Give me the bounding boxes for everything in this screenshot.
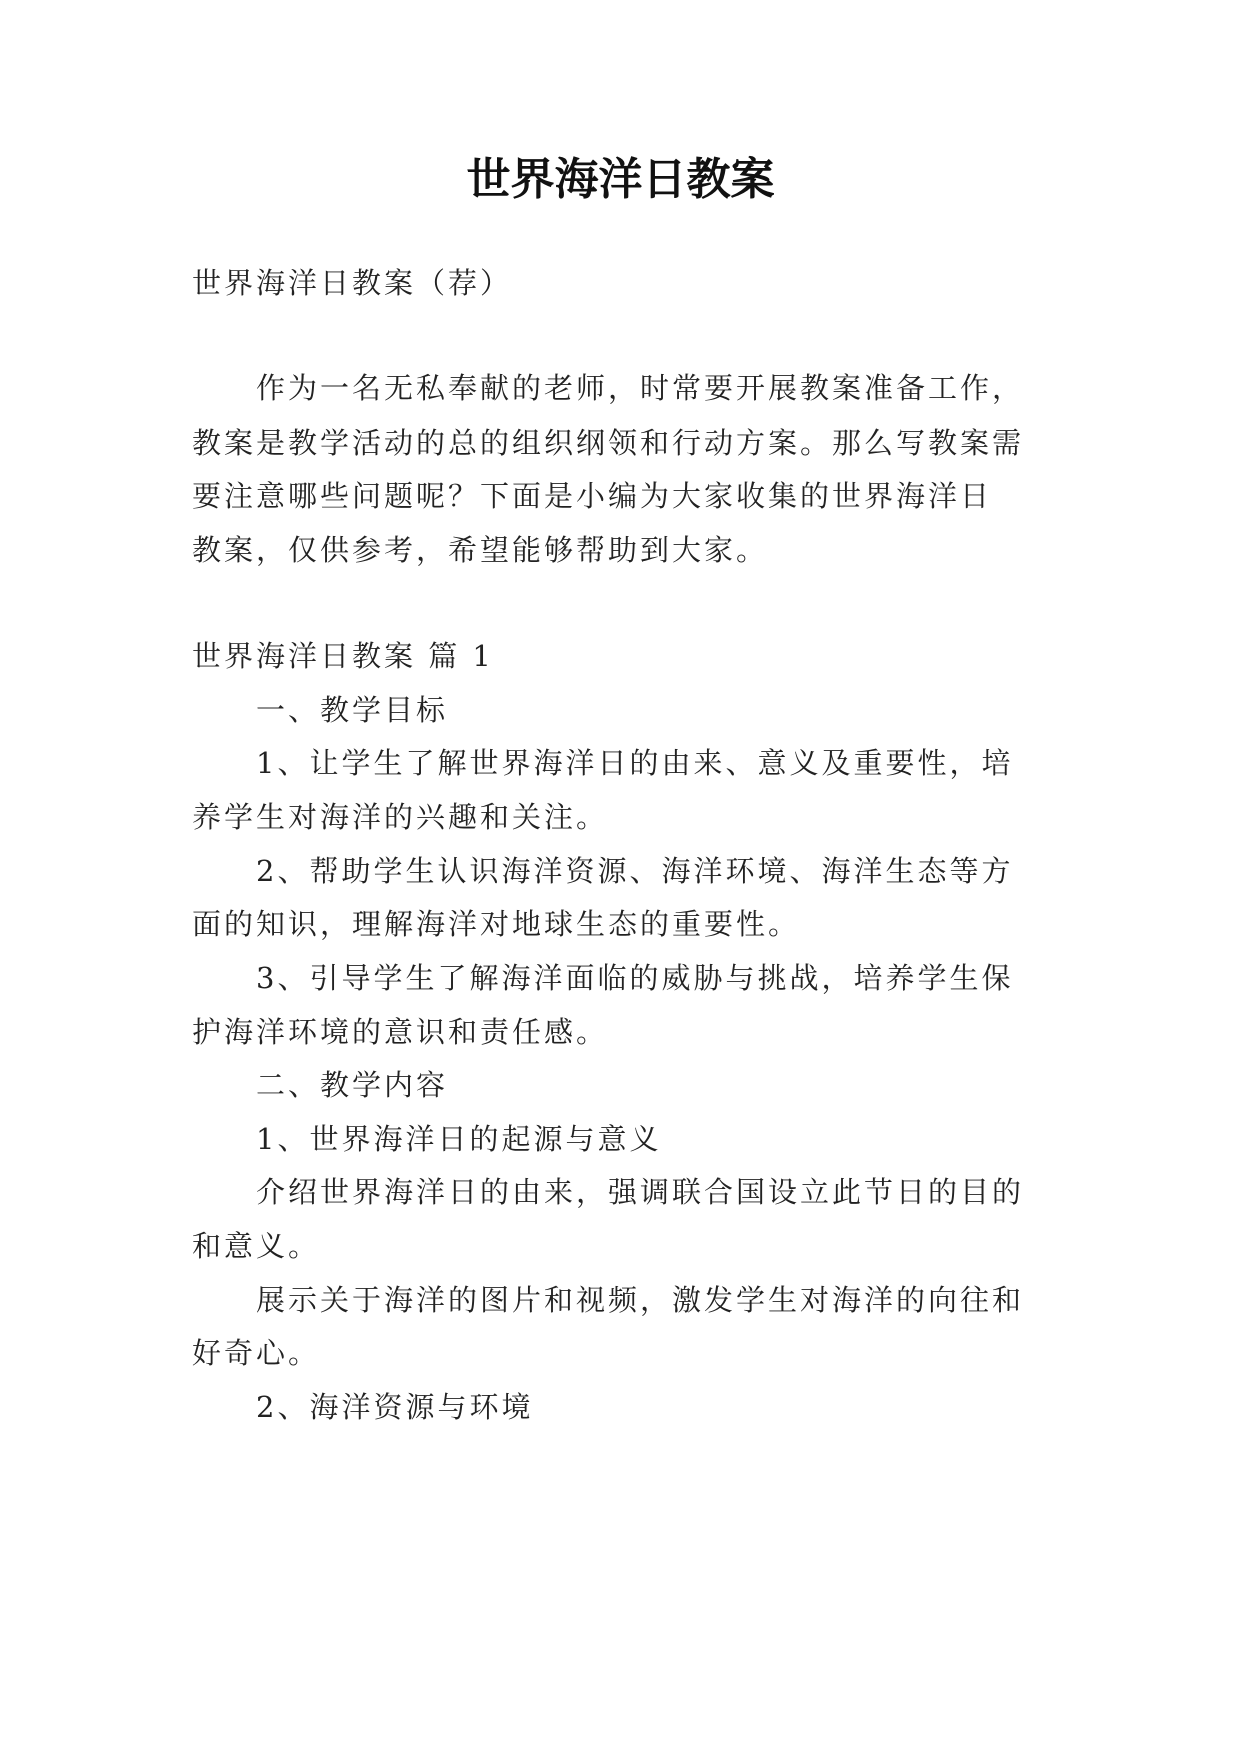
body-line-2: 1、让学生了解世界海洋日的由来、意义及重要性，培 [256, 746, 1014, 780]
body-line-3: 养学生对海洋的兴趣和关注。 [192, 800, 609, 834]
body-line-1: 一、教学目标 [256, 693, 449, 727]
document-title: 世界海洋日教案 [466, 154, 775, 205]
body-line-13: 好奇心。 [192, 1336, 321, 1370]
body-line-9: 1、世界海洋日的起源与意义 [256, 1122, 662, 1156]
intro-line-3: 要注意哪些问题呢？下面是小编为大家收集的世界海洋日 [192, 479, 993, 513]
intro-line-4: 教案，仅供参考，希望能够帮助到大家。 [192, 533, 769, 567]
document-subtitle: 世界海洋日教案（荐） [192, 266, 513, 300]
body-line-5: 面的知识，理解海洋对地球生态的重要性。 [192, 907, 801, 941]
body-line-4: 2、帮助学生认识海洋资源、海洋环境、海洋生态等方 [256, 854, 1014, 888]
intro-line-1: 作为一名无私奉献的老师，时常要开展教案准备工作， [256, 371, 1025, 405]
body-line-7: 护海洋环境的意识和责任感。 [192, 1015, 609, 1049]
body-line-14: 2、海洋资源与环境 [256, 1390, 534, 1424]
section-heading: 世界海洋日教案 篇 1 [192, 639, 494, 673]
body-line-6: 3、引导学生了解海洋面临的威胁与挑战，培养学生保 [256, 961, 1014, 995]
intro-line-2: 教案是教学活动的总的组织纲领和行动方案。那么写教案需 [192, 426, 1025, 460]
body-line-10: 介绍世界海洋日的由来，强调联合国设立此节日的目的 [256, 1175, 1025, 1209]
body-line-8: 二、教学内容 [256, 1068, 449, 1102]
body-line-12: 展示关于海洋的图片和视频，激发学生对海洋的向往和 [256, 1283, 1025, 1317]
body-line-11: 和意义。 [192, 1229, 321, 1263]
